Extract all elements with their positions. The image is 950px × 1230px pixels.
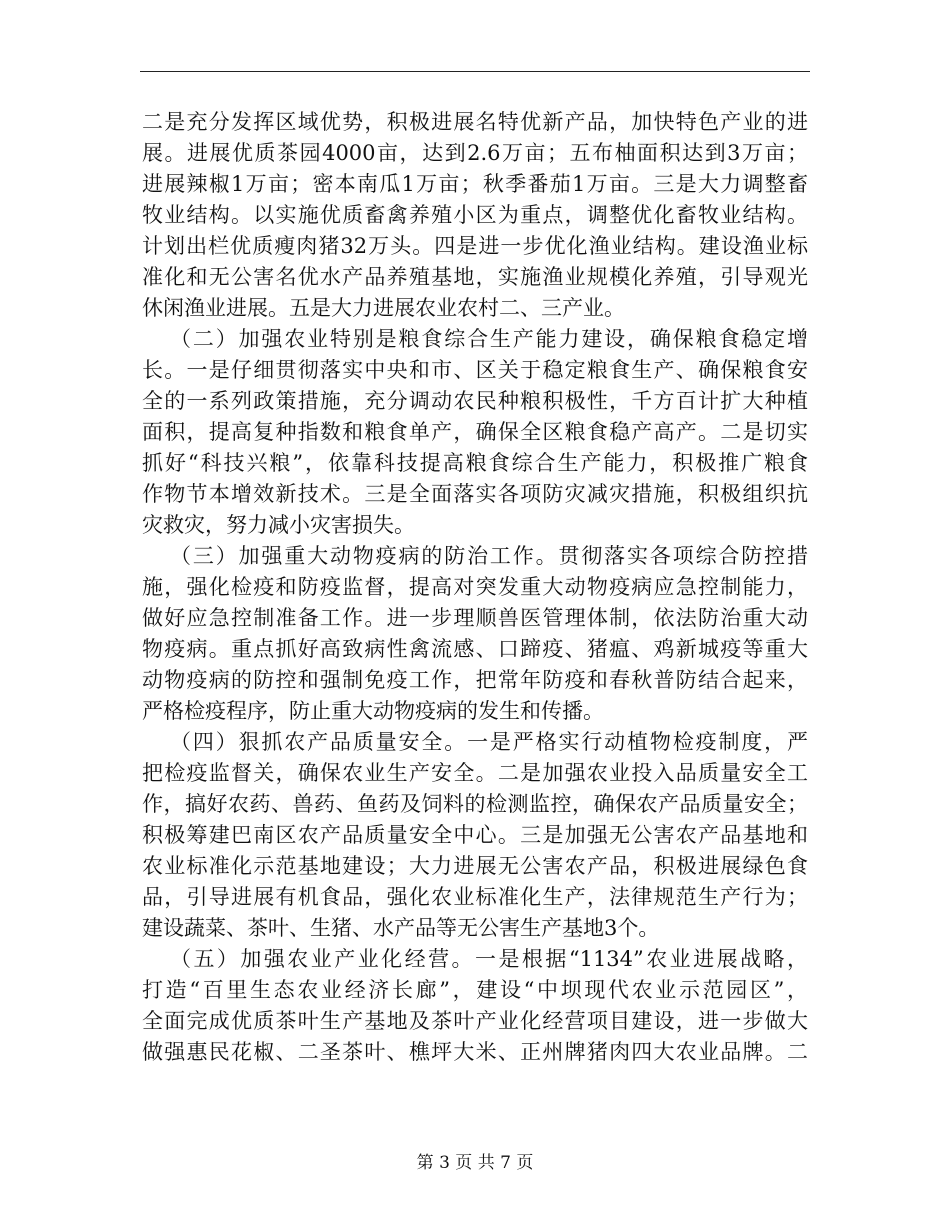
page-footer: 第 3 页 共 7 页 bbox=[416, 1153, 534, 1173]
text-line: 做强惠民花椒、二圣茶叶、樵坪大米、正州牌猪肉四大农业品牌。二 bbox=[142, 1040, 808, 1064]
text-line: 作物节本增效新技术。三是全面落实各项防灾减灾措施，积极组织抗 bbox=[142, 482, 808, 506]
text-line: 品，引导进展有机食品，强化农业标准化生产，法律规范生产行为； bbox=[142, 885, 808, 909]
text-line: 全面完成优质茶叶生产基地及茶叶产业化经营项目建设，进一步做大 bbox=[142, 1009, 808, 1033]
text-line: 面积，提高复种指数和粮食单产，确保全区粮食稳产高产。二是切实 bbox=[142, 420, 808, 444]
text-line: 全的一系列政策措施，充分调动农民种粮积极性，千方百计扩大种植 bbox=[142, 389, 808, 413]
text-line: 建设蔬菜、茶叶、生猪、水产品等无公害生产基地3个。 bbox=[142, 916, 660, 940]
paragraph bbox=[142, 324, 808, 541]
text-line: 展。进展优质茶园4000亩，达到2.6万亩；五布柚面积达到3万亩； bbox=[142, 141, 808, 165]
text-line: 严格检疫程序，防止重大动物疫病的发生和传播。 bbox=[142, 699, 604, 723]
text-line: 打造“百里生态农业经济长廊”，建设“中坝现代农业示范园区”， bbox=[142, 978, 808, 1002]
header-rule bbox=[140, 71, 810, 72]
text-line: 施，强化检疫和防疫监督，提高对突发重大动物疫病应急控制能力， bbox=[142, 575, 808, 599]
paragraph bbox=[142, 107, 808, 324]
text-line: 进展辣椒1万亩；密本南瓜1万亩；秋季番茄1万亩。三是大力调整畜 bbox=[142, 172, 808, 196]
text-line: 灾救灾，努力减小灾害损失。 bbox=[142, 513, 415, 537]
text-line: 准化和无公害名优水产品养殖基地，实施渔业规模化养殖，引导观光 bbox=[142, 265, 808, 289]
text-line: 二是充分发挥区域优势，积极进展名特优新产品，加快特色产业的进 bbox=[142, 110, 808, 134]
text-line: （二）加强农业特别是粮食综合生产能力建设，确保粮食稳定增 bbox=[170, 327, 808, 351]
text-line: 做好应急控制准备工作。进一步理顺兽医管理体制，依法防治重大动 bbox=[142, 606, 808, 630]
paragraph bbox=[142, 944, 808, 1068]
text-line: （三）加强重大动物疫病的防治工作。贯彻落实各项综合防控措 bbox=[170, 544, 808, 568]
paragraph bbox=[142, 727, 808, 944]
text-line: 作，搞好农药、兽药、鱼药及饲料的检测监控，确保农产品质量安全； bbox=[142, 792, 808, 816]
text-line: 把检疫监督关，确保农业生产安全。二是加强农业投入品质量安全工 bbox=[142, 761, 808, 785]
text-line: 休闲渔业进展。五是大力进展农业农村二、三产业。 bbox=[142, 296, 625, 320]
text-line: （四）狠抓农产品质量安全。一是严格实行动植物检疫制度，严 bbox=[170, 730, 808, 754]
text-line: 牧业结构。以实施优质畜禽养殖小区为重点，调整优化畜牧业结构。 bbox=[142, 203, 808, 227]
text-line: 积极筹建巴南区农产品质量安全中心。三是加强无公害农产品基地和 bbox=[142, 823, 808, 847]
text-line: 计划出栏优质瘦肉猪32万头。四是进一步优化渔业结构。建设渔业标 bbox=[142, 234, 808, 258]
text-line: 抓好“科技兴粮”，依靠科技提高粮食综合生产能力，积极推广粮食 bbox=[142, 451, 808, 475]
text-line: 长。一是仔细贯彻落实中央和市、区关于稳定粮食生产、确保粮食安 bbox=[142, 358, 808, 382]
document-body bbox=[142, 107, 808, 1068]
text-line: 农业标准化示范基地建设；大力进展无公害农产品，积极进展绿色食 bbox=[142, 854, 808, 878]
paragraph bbox=[142, 541, 808, 727]
text-line: 动物疫病的防控和强制免疫工作，把常年防疫和春秋普防结合起来， bbox=[142, 668, 808, 692]
text-line: 物疫病。重点抓好高致病性禽流感、口蹄疫、猪瘟、鸡新城疫等重大 bbox=[142, 637, 808, 661]
text-line: （五）加强农业产业化经营。一是根据“1134”农业进展战略， bbox=[170, 947, 808, 971]
